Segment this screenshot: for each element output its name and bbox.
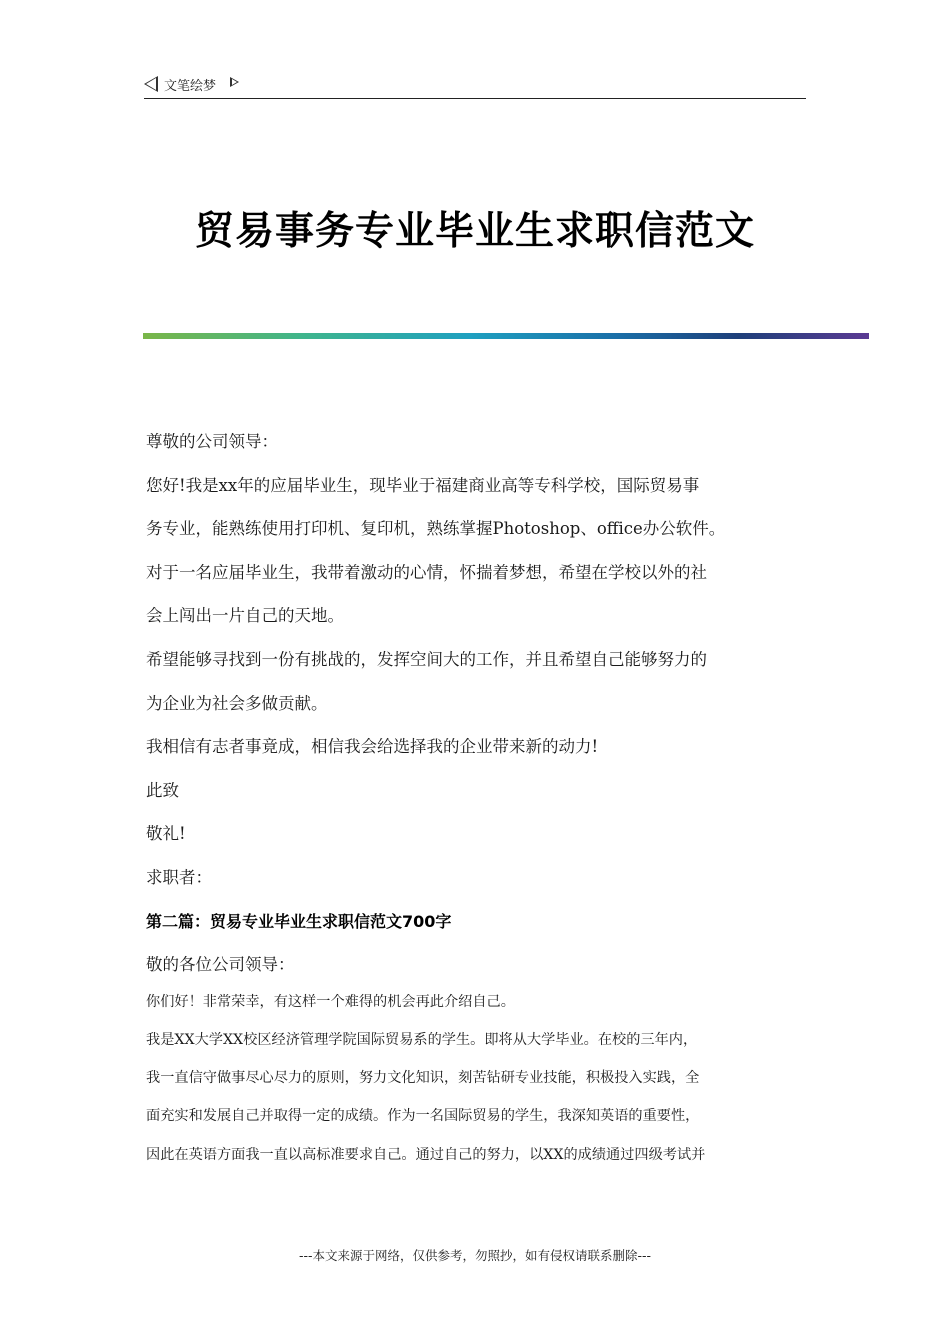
section-heading: 第二篇：贸易专业毕业生求职信范文700字 <box>146 911 452 931</box>
paragraph: 务专业，能熟练使用打印机、复印机，熟练掌握Photoshop、office办公软件。 <box>146 519 726 539</box>
page-header <box>144 72 806 99</box>
document-body <box>146 420 808 1174</box>
paragraph: 尊敬的公司领导： <box>146 432 278 451</box>
paragraph: 您好!我是xx年的应届毕业生，现毕业于福建商业高等专科学校，国际贸易事 <box>146 475 700 495</box>
paragraph: 会上闯出一片自己的天地。 <box>146 606 344 626</box>
signature-line: 求职者： <box>146 867 212 887</box>
paragraph: 因此在英语方面我一直以高标准要求自己。通过自己的努力，以XX的成绩通过四级考试并 <box>146 1146 706 1163</box>
paragraph: 我一直信守做事尽心尽力的原则，努力文化知识，刻苦钻研专业技能，积极投入实践，全 <box>146 1070 700 1087</box>
closing-line: 此致 <box>146 780 179 800</box>
paragraph: 我是XX大学XX校区经济管理学院国际贸易系的学生。即将从大学毕业。在校的三年内， <box>146 1031 698 1048</box>
paragraph: 我相信有志者事竟成，相信我会给选择我的企业带来新的动力! <box>146 737 599 757</box>
triangle-left-icon <box>144 76 158 92</box>
triangle-right-icon <box>230 77 239 87</box>
paragraph: 面充实和发展自己并取得一定的成绩。作为一名国际贸易的学生，我深知英语的重要性， <box>146 1108 700 1125</box>
paragraph: 希望能够寻找到一份有挑战的，发挥空间大的工作，并且希望自己能够努力的 <box>146 649 707 669</box>
document-title: 贸易事务专业毕业生求职信范文 <box>194 208 755 254</box>
header-brand: 文笔绘梦 <box>164 79 217 94</box>
gradient-divider <box>143 333 869 339</box>
paragraph: 对于一名应届毕业生，我带着激动的心情，怀揣着梦想，希望在学校以外的社 <box>146 562 707 582</box>
paragraph: 为企业为社会多做贡献。 <box>146 693 328 713</box>
greeting: 敬的各位公司领导： <box>146 955 295 975</box>
footer-notice: ---本文来源于网络，仅供参考，勿照抄，如有侵权请联系删除--- <box>298 1248 652 1263</box>
paragraph: 你们好！非常荣幸，有这样一个难得的机会再此介绍自己。 <box>146 993 515 1010</box>
closing-line: 敬礼! <box>146 824 186 844</box>
